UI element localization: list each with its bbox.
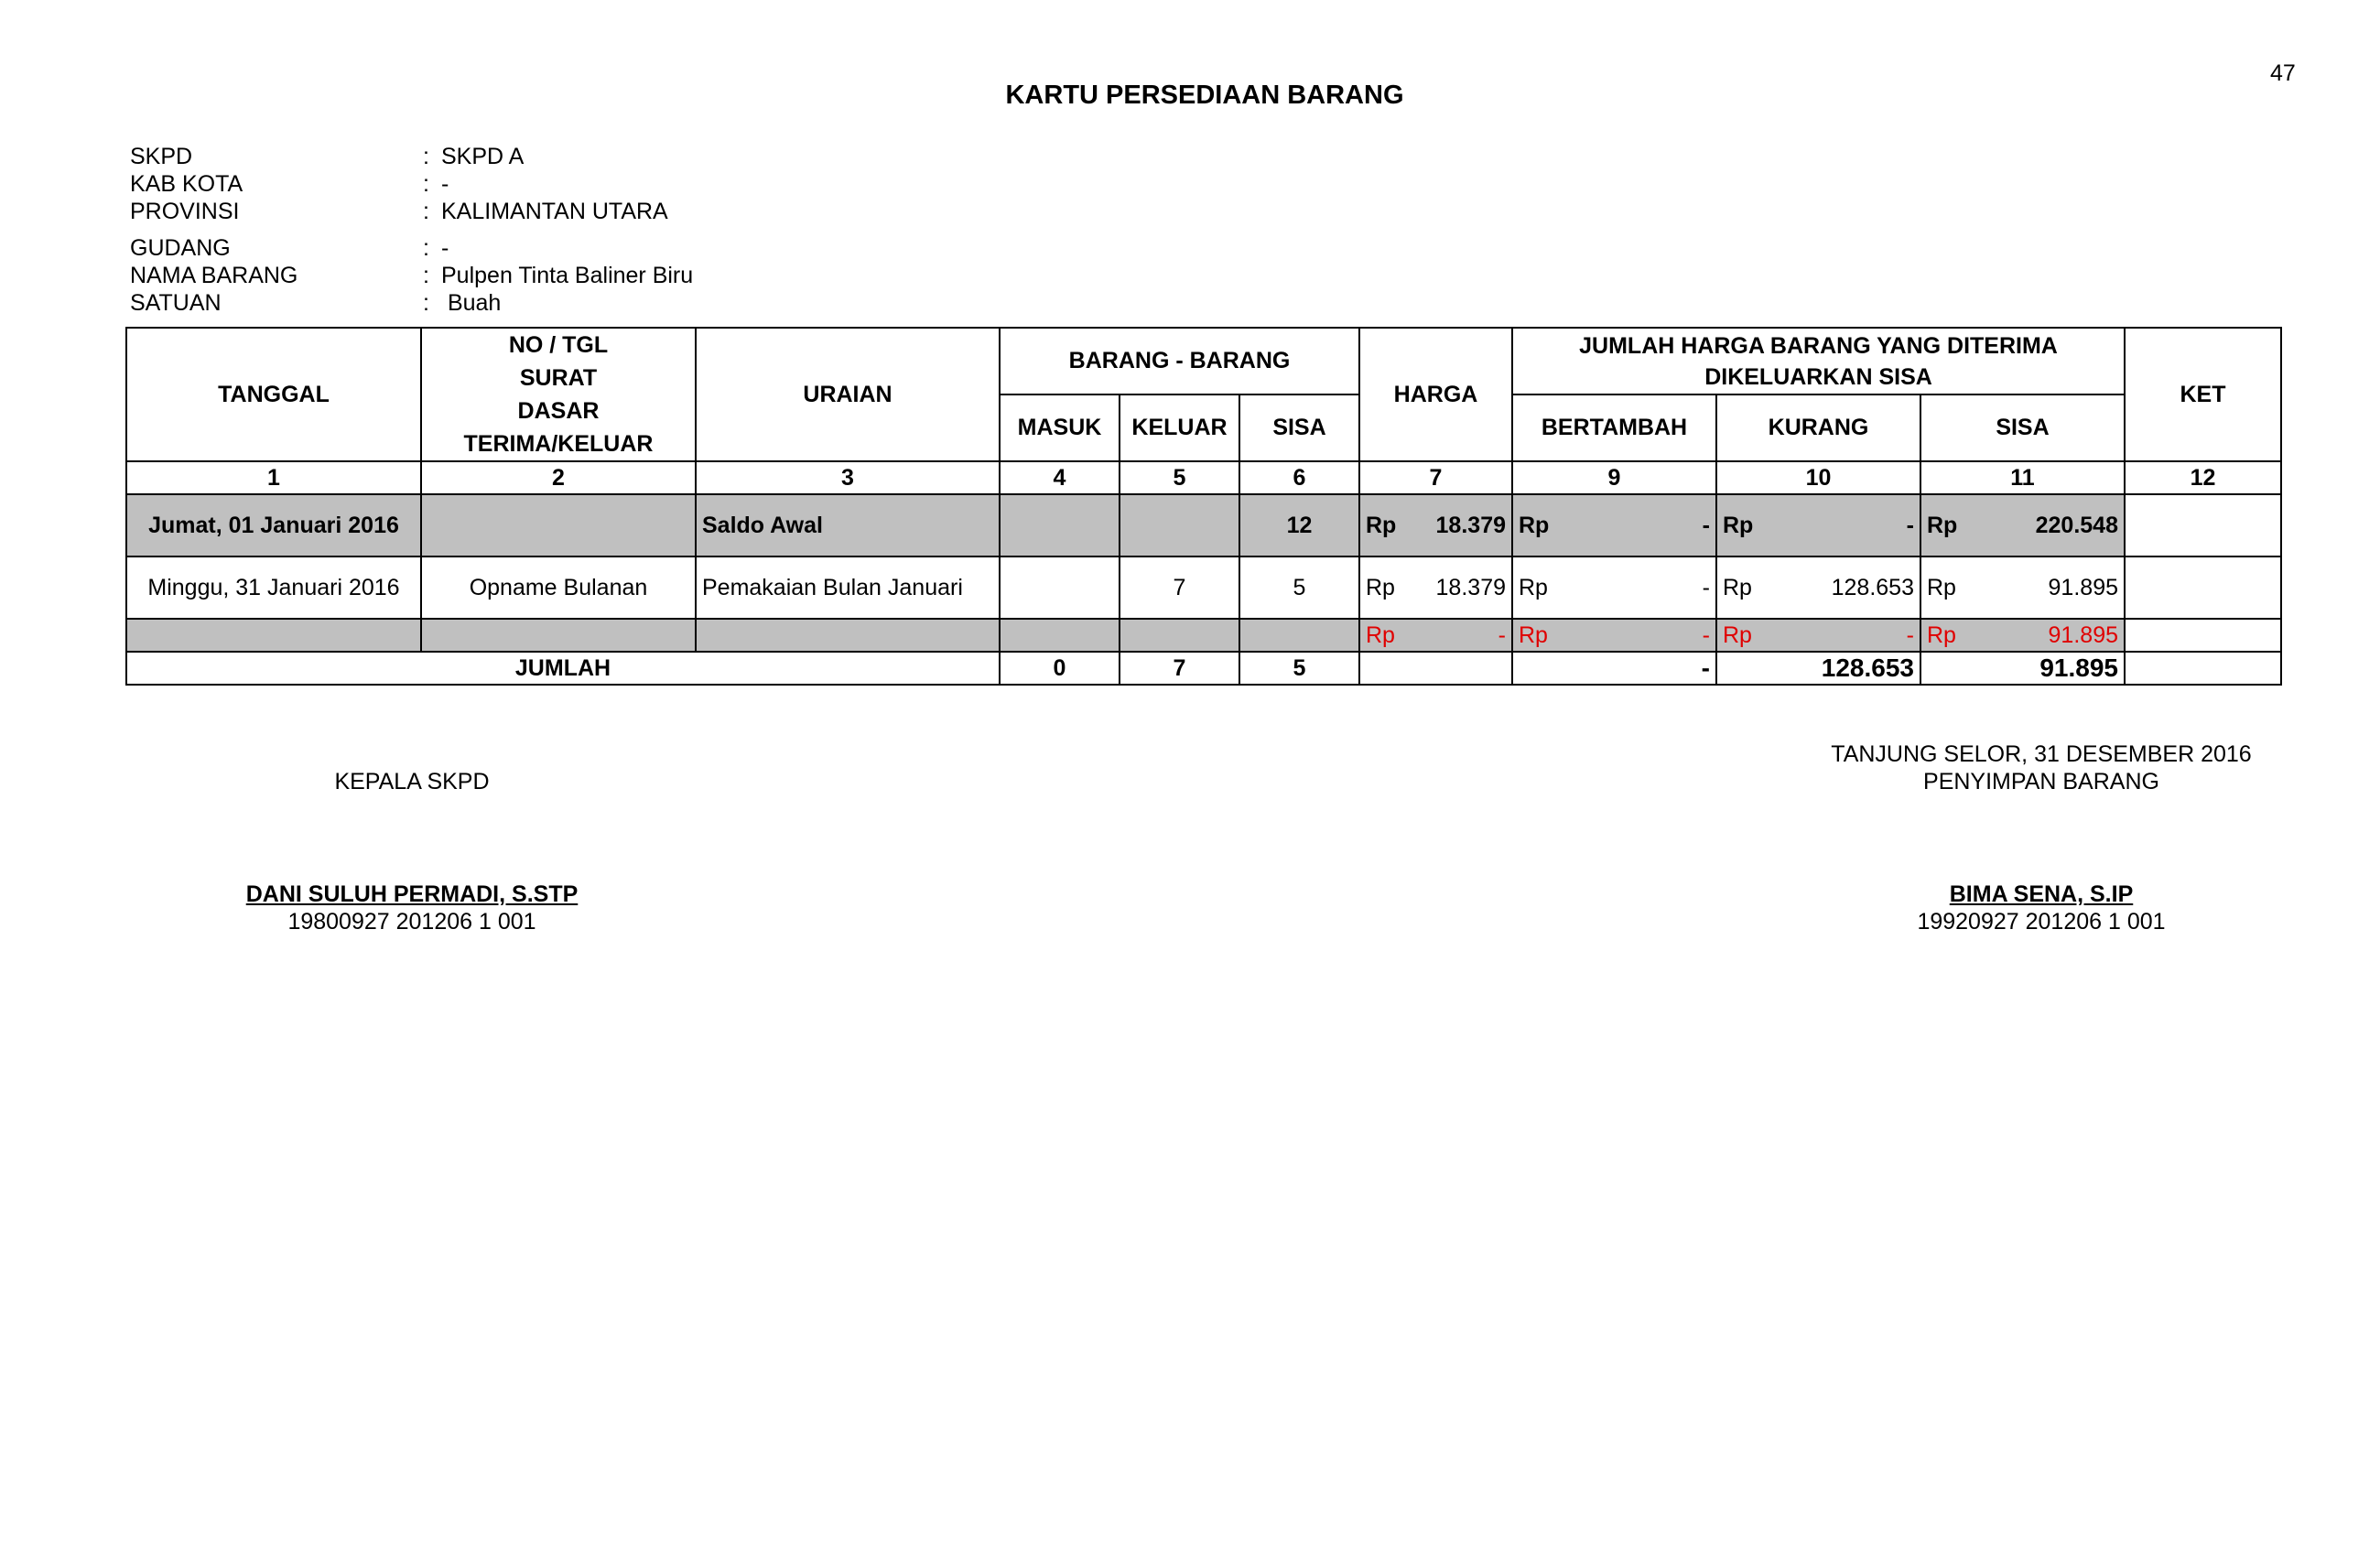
info-value: -	[441, 171, 449, 197]
currency-label: Rp	[1723, 574, 1752, 600]
header-no-tgl-surat: NO / TGL SURAT DASAR TERIMA/KELUAR	[421, 328, 696, 461]
column-number-row	[126, 461, 2281, 494]
column-number: 11	[1920, 461, 2125, 494]
info-label: KAB KOTA	[130, 171, 243, 197]
header-masuk: MASUK	[1000, 394, 1120, 461]
total-ket	[2125, 652, 2281, 685]
header-barang-group: BARANG - BARANG	[1000, 328, 1359, 394]
header-ket: KET	[2125, 328, 2281, 461]
cell-sisa-harga: Rp 91.895	[1920, 619, 2125, 652]
cell-kurang: Rp -	[1716, 619, 1920, 652]
cell-harga: Rp 18.379	[1359, 556, 1512, 619]
info-value: KALIMANTAN UTARA	[441, 199, 668, 224]
cell-bertambah: Rp -	[1512, 494, 1716, 556]
signature-right	[1767, 740, 2316, 795]
info-row-gudang: GUDANG : -	[130, 235, 449, 261]
header-tanggal: TANGGAL	[126, 328, 421, 461]
currency-label: Rp	[1927, 621, 1956, 648]
header-sisa-harga: SISA	[1920, 394, 2125, 461]
info-label: GUDANG	[130, 235, 231, 261]
currency-label: Rp	[1366, 621, 1395, 648]
cell-masuk	[1000, 619, 1120, 652]
cell-sisa: 12	[1239, 494, 1359, 556]
signature-role: KEPALA SKPD	[334, 769, 490, 794]
total-keluar: 7	[1120, 652, 1239, 685]
cell-bertambah: Rp -	[1512, 619, 1716, 652]
cell-sisa: 5	[1239, 556, 1359, 619]
cell-sisa	[1239, 619, 1359, 652]
column-number: 5	[1120, 461, 1239, 494]
cell-bertambah: Rp -	[1512, 556, 1716, 619]
cell-sisa-harga: Rp 220.548	[1920, 494, 2125, 556]
column-number: 4	[1000, 461, 1120, 494]
cell-masuk	[1000, 556, 1120, 619]
currency-label: Rp	[1366, 574, 1395, 600]
signature-left-name-block	[229, 881, 595, 935]
header-sisa: SISA	[1239, 394, 1359, 461]
column-number: 12	[2125, 461, 2281, 494]
info-row-nama-barang: NAMA BARANG : Pulpen Tinta Baliner Biru	[130, 263, 694, 288]
info-label: SKPD	[130, 144, 193, 169]
cell-surat	[421, 494, 696, 556]
table-row	[126, 556, 2281, 619]
header-harga: HARGA	[1359, 328, 1512, 461]
total-label: JUMLAH	[126, 652, 1000, 685]
column-number: 10	[1716, 461, 1920, 494]
column-number: 9	[1512, 461, 1716, 494]
info-row-kab-kota: KAB KOTA : -	[130, 171, 449, 197]
info-value: Pulpen Tinta Baliner Biru	[441, 263, 694, 288]
signature-left	[229, 768, 595, 795]
cell-keluar	[1120, 619, 1239, 652]
cell-uraian: Pemakaian Bulan Januari	[696, 556, 1000, 619]
cell-ket	[2125, 494, 2281, 556]
total-kurang: 128.653	[1716, 652, 1920, 685]
column-number: 7	[1359, 461, 1512, 494]
currency-label: Rp	[1519, 574, 1548, 600]
table-row-total	[126, 652, 2281, 685]
cell-uraian: Saldo Awal	[696, 494, 1000, 556]
currency-label: Rp	[1723, 512, 1754, 538]
signature-name: BIMA SENA, S.IP	[1949, 881, 2134, 907]
info-row-provinsi: PROVINSI : KALIMANTAN UTARA	[130, 199, 668, 224]
total-sisa-harga: 91.895	[1920, 652, 2125, 685]
info-value: Buah	[441, 290, 502, 316]
info-label: PROVINSI	[130, 199, 240, 224]
cell-tanggal: Jumat, 01 Januari 2016	[126, 494, 421, 556]
currency-label: Rp	[1723, 621, 1752, 648]
info-row-skpd: SKPD : SKPD A	[130, 144, 525, 169]
cell-kurang: Rp -	[1716, 494, 1920, 556]
signature-right-name-block	[1767, 881, 2316, 935]
info-row-satuan: SATUAN : Buah	[130, 290, 502, 316]
signature-nip: 19920927 201206 1 001	[1917, 909, 2166, 935]
currency-label: Rp	[1366, 512, 1397, 538]
info-value: -	[441, 235, 449, 261]
info-value: SKPD A	[441, 144, 525, 169]
header-bertambah: BERTAMBAH	[1512, 394, 1716, 461]
table-header-row	[126, 328, 2281, 394]
cell-kurang: Rp 128.653	[1716, 556, 1920, 619]
table-row-subtotal	[126, 619, 2281, 652]
cell-keluar: 7	[1120, 556, 1239, 619]
cell-ket	[2125, 556, 2281, 619]
currency-label: Rp	[1519, 621, 1548, 648]
cell-sisa-harga: Rp 91.895	[1920, 556, 2125, 619]
total-sisa: 5	[1239, 652, 1359, 685]
table-row-saldo-awal	[126, 494, 2281, 556]
column-number: 3	[696, 461, 1000, 494]
cell-keluar	[1120, 494, 1239, 556]
cell-surat: Opname Bulanan	[421, 556, 696, 619]
cell-surat	[421, 619, 696, 652]
cell-tanggal	[126, 619, 421, 652]
signature-nip: 19800927 201206 1 001	[287, 909, 536, 935]
total-harga	[1359, 652, 1512, 685]
currency-label: Rp	[1927, 574, 1956, 600]
cell-masuk	[1000, 494, 1120, 556]
currency-label: Rp	[1519, 512, 1550, 538]
cell-uraian	[696, 619, 1000, 652]
signature-name: DANI SULUH PERMADI, S.STP	[245, 881, 579, 907]
currency-label: Rp	[1927, 512, 1958, 538]
signature-role: PENYIMPAN BARANG	[1923, 769, 2159, 794]
cell-harga: Rp -	[1359, 619, 1512, 652]
column-number: 1	[126, 461, 421, 494]
column-number: 6	[1239, 461, 1359, 494]
signature-place-date: TANJUNG SELOR, 31 DESEMBER 2016	[1831, 741, 2252, 767]
cell-ket	[2125, 619, 2281, 652]
info-label: NAMA BARANG	[130, 263, 298, 288]
cell-harga: Rp 18.379	[1359, 494, 1512, 556]
header-uraian: URAIAN	[696, 328, 1000, 461]
column-number: 2	[421, 461, 696, 494]
header-kurang: KURANG	[1716, 394, 1920, 461]
header-jumlah-group: JUMLAH HARGA BARANG YANG DITERIMA DIKELUARKAN SISA	[1512, 328, 2125, 394]
document-title: KARTU PERSEDIAAN BARANG	[1005, 81, 1404, 110]
info-label: SATUAN	[130, 290, 222, 316]
header-keluar: KELUAR	[1120, 394, 1239, 461]
inventory-table	[125, 327, 2282, 686]
total-masuk: 0	[1000, 652, 1120, 685]
total-bertambah: -	[1512, 652, 1716, 685]
cell-tanggal: Minggu, 31 Januari 2016	[126, 556, 421, 619]
page-number: 47	[2270, 60, 2296, 86]
